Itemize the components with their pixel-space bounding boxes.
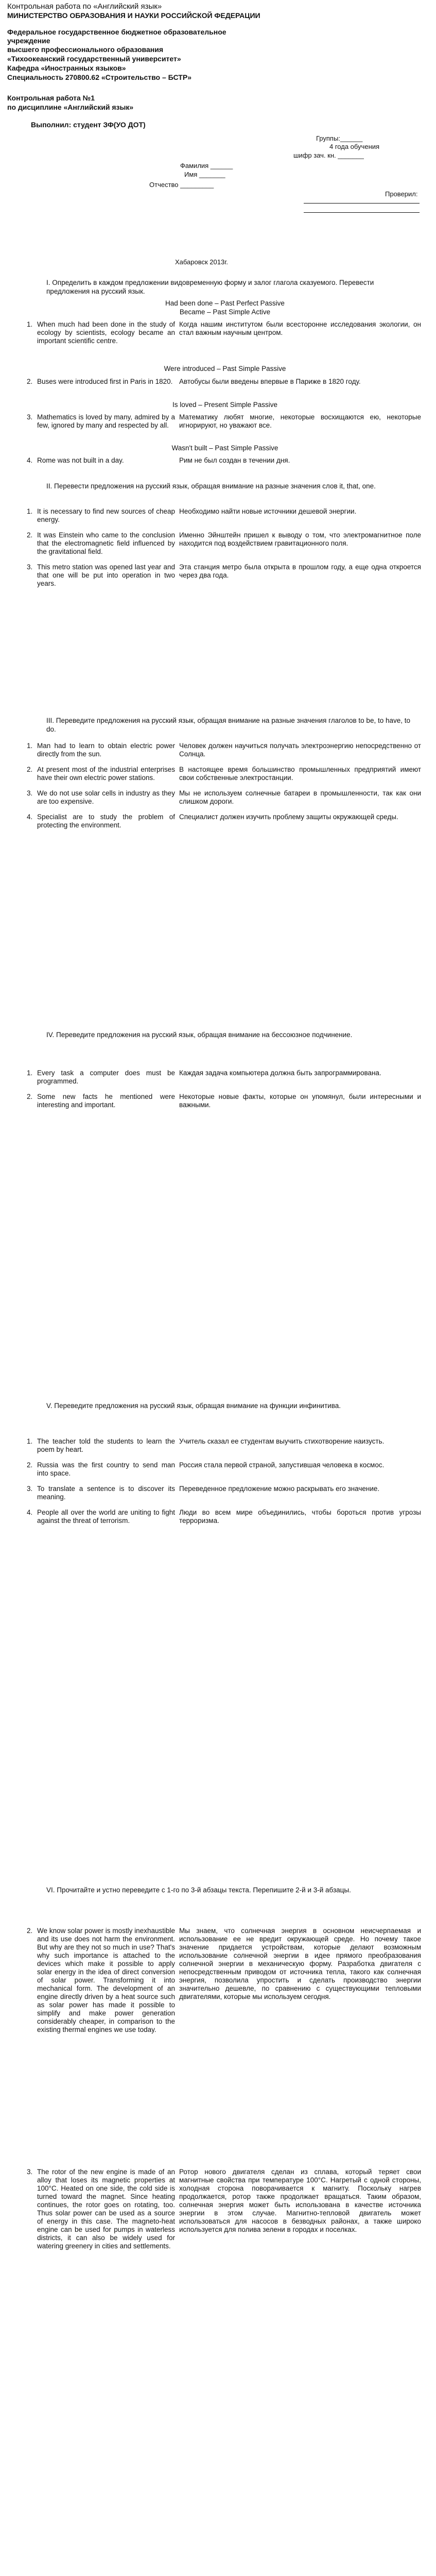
doc-heading-line1: Контрольная работа по «Английский язык»: [7, 2, 162, 11]
section-1-note-d: Is loved – Present Simple Passive: [172, 401, 278, 409]
item-russian: Каждая задача компьютера должна быть запрограммирована.: [179, 1069, 381, 1077]
section-3-list: [27, 742, 423, 837]
section-1-note-c: Were introduced – Past Simple Passive: [164, 365, 286, 372]
item-number: 1.: [27, 1069, 33, 1077]
list-item: [27, 1509, 423, 1525]
patronymic-label: Отчество _________: [149, 181, 214, 189]
list-item: [27, 789, 423, 806]
item-russian: Автобусы были введены впервые в Париже в 1820 году.: [179, 378, 361, 385]
item-english: Rome was not built in a day.: [37, 456, 124, 464]
item-number: 4.: [27, 813, 33, 821]
list-item: [27, 456, 423, 465]
university-line: «Тихоокеанский государственный университет»: [7, 55, 181, 63]
item-english: This metro station was opened last year and that one will be put into operation in two years.: [37, 563, 175, 587]
item-number: 1.: [27, 1437, 33, 1445]
item-number: 2.: [27, 531, 33, 539]
item-number: 1.: [27, 320, 33, 328]
item-russian: Учитель сказал ее студентам выучить стихотворение наизусть.: [179, 1437, 385, 1445]
item-russian: В настоящее время большинство промышленных предприятий имеют свои собственные электростанции.: [179, 766, 421, 782]
work-title: Контрольная работа №1: [7, 94, 95, 102]
section-1-item-1: [27, 320, 423, 352]
item-number: 3.: [27, 1485, 33, 1493]
section-4-title: IV. Переведите предложения на русский язык, обращая внимание на бессоюзное подчинение.: [46, 1031, 353, 1039]
section-6-title: VI. Прочитайте и устно переведите с 1-го по 3-й абзацы текста. Перепишите 2-й и 3-й абзацы.: [46, 1886, 351, 1894]
section-1-note-e: Wasn't built – Past Simple Passive: [171, 444, 278, 452]
signature-line-2: [304, 212, 420, 213]
item-number: 4.: [27, 456, 33, 464]
item-english: It is necessary to find new sources of cheap energy.: [37, 507, 175, 523]
item-number: 2.: [27, 1093, 33, 1100]
list-item: [27, 813, 423, 829]
year-label: 4 года обучения: [329, 143, 380, 150]
list-item: [27, 1437, 423, 1454]
section-2-list: [27, 507, 423, 595]
item-russian: Именно Эйнштейн пришел к выводу о том, что электромагнитное поле находится под воздействием гравитационного поля.: [179, 531, 421, 547]
student-label: Выполнил: студент ЗФ(УО ДОТ): [31, 121, 146, 129]
list-item: [27, 531, 423, 556]
education-line: высшего профессионального образования: [7, 45, 163, 54]
item-russian: Человек должен научиться получать электроэнергию непосредственно от Солнца.: [179, 742, 421, 758]
section-1-title: I. Определить в каждом предложении видовременную форму и залог глагола сказуемого. Перевести предложения на русский язык.: [46, 279, 374, 295]
item-english: Buses were introduced first in Paris in 1820.: [37, 378, 173, 385]
ministry-line: МИНИСТЕРСТВО ОБРАЗОВАНИЯ И НАУКИ РОССИЙСКОЙ ФЕДЕРАЦИИ: [7, 11, 260, 20]
item-russian: Эта станция метро была открыта в прошлом году, а еще одна откроется через два года.: [179, 563, 421, 579]
specialty-line: Специальность 270800.62 «Строительство – БСТР»: [7, 73, 191, 81]
section-6-list: [27, 1927, 423, 2258]
item-english: When much had been done in the study of ecology by scientists, ecology became an important scientific centre.: [37, 320, 175, 345]
item-english: Some new facts he mentioned were interesting and important.: [37, 1093, 175, 1109]
section-4-list: [27, 1069, 423, 1116]
item-number: 3.: [27, 2168, 33, 2176]
list-item: [27, 378, 423, 386]
item-english: Russia was the first country to send man into space.: [37, 1461, 175, 1477]
surname-label: Фамилия ______: [180, 162, 233, 170]
name-label: Имя _______: [184, 171, 225, 178]
item-number: 4.: [27, 1509, 33, 1516]
section-1-note-a: Had been done – Past Perfect Passive: [165, 299, 285, 307]
item-english: We do not use solar cells in industry as they are too expensive.: [37, 789, 175, 805]
item-english: The teacher told the students to learn the poem by heart.: [37, 1437, 175, 1453]
item-russian: Ротор нового двигателя сделан из сплава, который теряет свои магнитные свойства при температуре 100°C. Нагретый с одной стороны, холодная сторона поворачивается к магниту. Поскольку нагрев продолжается, ротор также продолжает вращаться. Таким образом, солнечная энергия может быть использована в качестве источника энергии в этом случае. Магнитно-тепловой двигатель может использоваться для насосов в безводных районах, а также широко используется для полива зелени в городах и поселках.: [179, 2168, 421, 2233]
department-line: Кафедра «Иностранных языков»: [7, 64, 126, 72]
section-3-title: III. Переведите предложения на русский язык, обращая внимание на разные значения глаголов to be, to have, to do.: [46, 717, 410, 733]
item-russian: Математику любят многие, некоторые восхищаются ею, некоторые игнорируют, но уважают все.: [179, 413, 421, 429]
item-number: 2.: [27, 766, 33, 773]
section-5-title: V. Переведите предложения на русский язык, обращая внимание на функции инфинитива.: [46, 1402, 341, 1410]
list-item: [27, 742, 423, 758]
item-number: 2.: [27, 1927, 33, 1935]
item-english: Specialist are to study the problem of protecting the environment.: [37, 813, 175, 829]
item-english: It was Einstein who came to the conclusion that the electromagnetic field influenced by the gravitational field.: [37, 531, 175, 555]
item-english: We know solar power is mostly inexhaustible and its use does not harm the environment. But why are they not so much in use? That's why such importance is attached to the devices which make it possible to apply solar energy in the idea of direct conversion of solar power. Transforming it into mechanical form. The development of an engine directly driven by a heat source such as solar power has made it possible to simplify and make power generation considerably cheaper, in comparison to the existing thermal engines we use today.: [37, 1927, 175, 2033]
item-russian: Когда нашим институтом были всесторонне исследования экологии, он стал важным научным центром.: [179, 320, 421, 336]
item-russian: Переведенное предложение можно раскрывать его значение.: [179, 1485, 380, 1493]
item-english: Every task a computer does must be programmed.: [37, 1069, 175, 1085]
item-russian: Мы не используем солнечные батареи в промышленности, так как они слишком дороги.: [179, 789, 421, 805]
item-russian: Специалист должен изучить проблему защиты окружающей среды.: [179, 813, 398, 821]
section-1-item-3: [27, 413, 423, 437]
checked-label: Проверил:: [385, 190, 418, 198]
section-2-title: II. Перевести предложения на русский язык, обращая внимание на разные значения слов it, that, one.: [46, 482, 376, 490]
list-item: [27, 563, 423, 588]
section-1-item-2: [27, 378, 423, 393]
item-russian: Рим не был создан в течении дня.: [179, 456, 290, 464]
group-label: Группы:______: [316, 134, 363, 142]
item-number: 1.: [27, 507, 33, 515]
institution-line: Федеральное государственное бюджетное образовательное учреждение: [7, 28, 226, 45]
item-english: At present most of the industrial enterprises have their own electric power stations.: [37, 766, 175, 782]
list-item: [27, 413, 423, 430]
item-number: 3.: [27, 413, 33, 421]
list-item: [27, 1485, 423, 1501]
item-english: To translate a sentence is to discover its meaning.: [37, 1485, 175, 1501]
item-russian: Некоторые новые факты, которые он упомянул, были интересными и важными.: [179, 1093, 421, 1109]
item-russian: Россия стала первой страной, запустившая человека в космос.: [179, 1461, 385, 1469]
list-item: [27, 507, 423, 524]
item-russian: Люди во всем мире объединились, чтобы бороться против угрозы терроризма.: [179, 1509, 421, 1524]
list-item: [27, 1093, 423, 1109]
list-item: [27, 766, 423, 782]
list-item: [27, 1069, 423, 1086]
item-number: 3.: [27, 563, 33, 571]
item-english: People all over the world are uniting to fight against the threat of terrorism.: [37, 1509, 175, 1524]
list-item: [27, 1927, 423, 2034]
work-subtitle: по дисциплине «Английский язык»: [7, 103, 134, 111]
item-russian: Мы знаем, что солнечная энергия в основном неисчерпаемая и использование ее не вредит окружающей среде. Но почему такое значение придается устройствам, которые делают возможным использование солнечной энергии в идее прямого преобразования солнечной энергии в механическую форму. Разработка двигателя с непосредственным приводом от источника тепла, такого как солнечная энергия, позволила упростить и сделать производство энергии значительно дешевле, по сравнению с существующими тепловыми двигателями, которые мы используем сегодня.: [179, 1927, 421, 2001]
list-item: [27, 320, 423, 345]
list-item: [27, 2168, 423, 2250]
item-number: 3.: [27, 789, 33, 797]
cipher-label: шифр зач. кн. _______: [293, 151, 364, 159]
item-english: Mathematics is loved by many, admired by a few, ignored by many and respected by all.: [37, 413, 175, 429]
item-number: 2.: [27, 1461, 33, 1469]
item-english: Man had to learn to obtain electric power directly from the sun.: [37, 742, 175, 758]
item-number: 2.: [27, 378, 33, 385]
section-5-list: [27, 1437, 423, 1532]
list-item: [27, 1461, 423, 1478]
item-english: The rotor of the new engine is made of an alloy that loses its magnetic properties at 100°C. Heated on one side, the cold side is turned toward the magnet. Since heating continues, the rotor goes on rotating, too. Thus solar power can be used as a source of energy in this case. The magneto-heat engine can be used for pumps in waterless districts, it can also be widely used for watering greenery in cities and settlements.: [37, 2168, 175, 2250]
section-1-item-4: [27, 456, 423, 472]
item-russian: Необходимо найти новые источники дешевой энергии.: [179, 507, 357, 515]
city-year: Хабаровск 2013г.: [175, 258, 228, 266]
section-1-note-b: Became – Past Simple Active: [179, 308, 271, 316]
item-number: 1.: [27, 742, 33, 750]
signature-line-1: [304, 203, 420, 204]
